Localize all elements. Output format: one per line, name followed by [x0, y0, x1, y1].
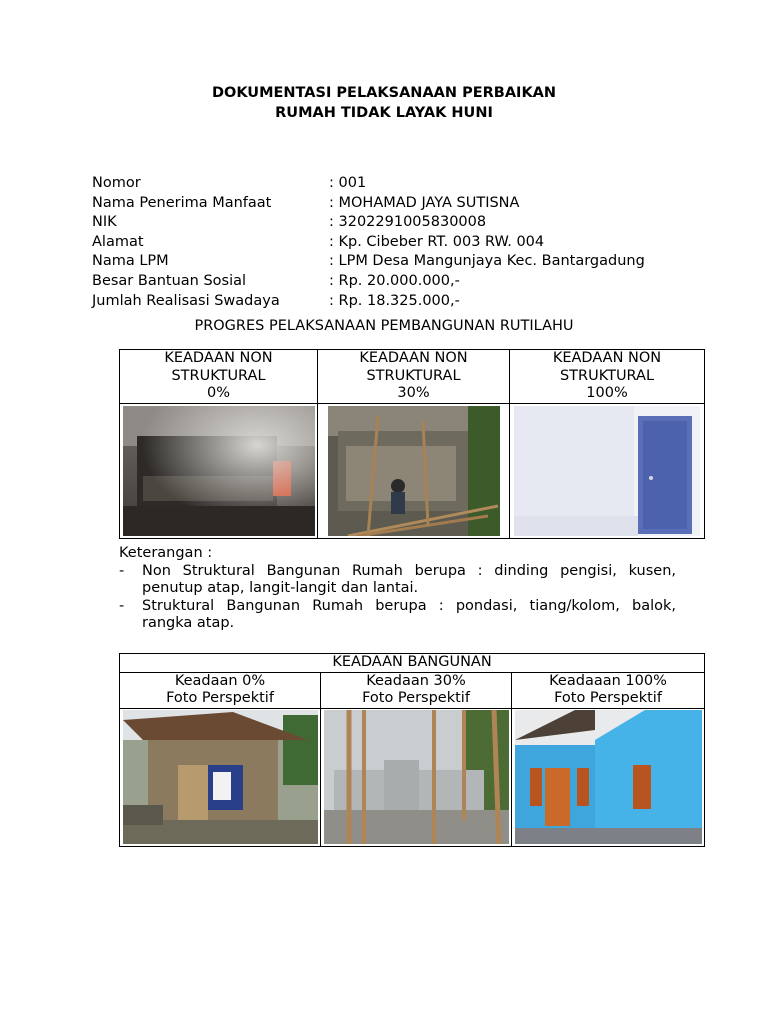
- notes-section: [119, 545, 676, 633]
- info-label: Jumlah Realisasi Swadaya: [92, 292, 280, 309]
- finished-room-door-photo: [514, 406, 700, 536]
- recipient-info: [92, 174, 645, 311]
- header-line: Foto Perspektif: [166, 690, 274, 706]
- header-line: Foto Perspektif: [362, 690, 470, 706]
- header-line: 0%: [206, 385, 230, 401]
- info-value: : MOHAMAD JAYA SUTISNA: [329, 194, 520, 211]
- note-item: [119, 598, 676, 633]
- info-value: : LPM Desa Mangunjaya Kec. Bantargadung: [329, 253, 645, 270]
- header-line: KEADAAN NON: [552, 350, 662, 366]
- info-row-bantuan: [92, 272, 645, 292]
- old-house-photo: [123, 710, 318, 844]
- info-label: Nama Penerima Manfaat: [92, 194, 272, 211]
- info-value: : Rp. 20.000.000,-: [329, 272, 460, 289]
- building-photo-cell-0: [120, 708, 321, 846]
- info-label: Nomor: [92, 175, 141, 191]
- info-value: : Rp. 18.325.000,-: [329, 292, 460, 309]
- info-value: : 3202291005830008: [329, 214, 487, 231]
- building-photo-cell-30: [321, 708, 512, 846]
- header-line: STRUKTURAL: [171, 367, 266, 384]
- building-heading: KEADAAN BANGUNAN: [120, 654, 705, 673]
- document-title-line2: RUMAH TIDAK LAYAK HUNI: [275, 105, 493, 121]
- header-line: KEADAAN NON: [359, 350, 468, 366]
- info-row-lpm: [92, 252, 645, 272]
- notes-heading: Keterangan :: [119, 545, 213, 561]
- header-line: STRUKTURAL: [366, 367, 461, 384]
- info-row-penerima: [92, 194, 645, 214]
- info-row-swadaya: [92, 292, 645, 312]
- note-bullet: -: [119, 597, 125, 614]
- building-col-header-0: [120, 672, 321, 708]
- nonstructural-photo-cell-100: [510, 403, 705, 538]
- info-row-nik: [92, 213, 645, 233]
- building-col-header-30: [321, 672, 512, 708]
- nonstructural-header-0: [120, 350, 318, 404]
- info-value: : 001: [329, 175, 367, 191]
- nonstructural-header-100: [510, 350, 705, 404]
- nonstructural-photo-cell-0: [120, 403, 318, 538]
- interior-smoky-room-photo: [123, 406, 315, 536]
- block-wall-construction-photo: [324, 710, 509, 844]
- note-item: [119, 563, 676, 598]
- building-col-header-100: [512, 672, 705, 708]
- info-value: : Kp. Cibeber RT. 003 RW. 004: [329, 233, 545, 250]
- header-line: KEADAAN NON: [164, 350, 273, 366]
- building-condition-table: [119, 653, 705, 847]
- header-line: STRUKTURAL: [559, 367, 655, 384]
- document-title-line1: DOKUMENTASI PELAKSANAAN PERBAIKAN: [211, 85, 557, 101]
- info-row-alamat: [92, 233, 645, 253]
- note-bullet: -: [119, 562, 125, 579]
- header-line: 30%: [397, 385, 430, 401]
- construction-wood-frame-photo: [328, 406, 500, 536]
- header-line: Keadaan 0%: [174, 672, 266, 689]
- header-line: 100%: [586, 385, 628, 401]
- note-text: Non Struktural Bangunan Rumah berupa : dinding pengisi, kusen, penutup atap, langit-langit dan lantai.: [142, 562, 676, 596]
- building-photo-cell-100: [512, 708, 705, 846]
- info-label: Nama LPM: [92, 253, 169, 270]
- finished-blue-house-photo: [515, 710, 702, 844]
- progress-heading: PROGRES PELAKSANAAN PEMBANGUNAN RUTILAHU: [194, 318, 574, 334]
- note-text: Struktural Bangunan Rumah berupa : pondasi, tiang/kolom, balok, rangka atap.: [142, 597, 676, 631]
- nonstructural-table: [119, 349, 705, 539]
- header-line: Foto Perspektif: [554, 690, 662, 706]
- header-line: Keadaan 30%: [366, 672, 466, 689]
- nonstructural-header-30: [318, 350, 510, 404]
- info-label: NIK: [92, 214, 117, 231]
- header-line: Keadaaan 100%: [549, 672, 667, 689]
- info-label: Besar Bantuan Sosial: [92, 272, 247, 289]
- nonstructural-photo-cell-30: [318, 403, 510, 538]
- info-row-nomor: [92, 174, 645, 194]
- info-label: Alamat: [92, 233, 144, 250]
